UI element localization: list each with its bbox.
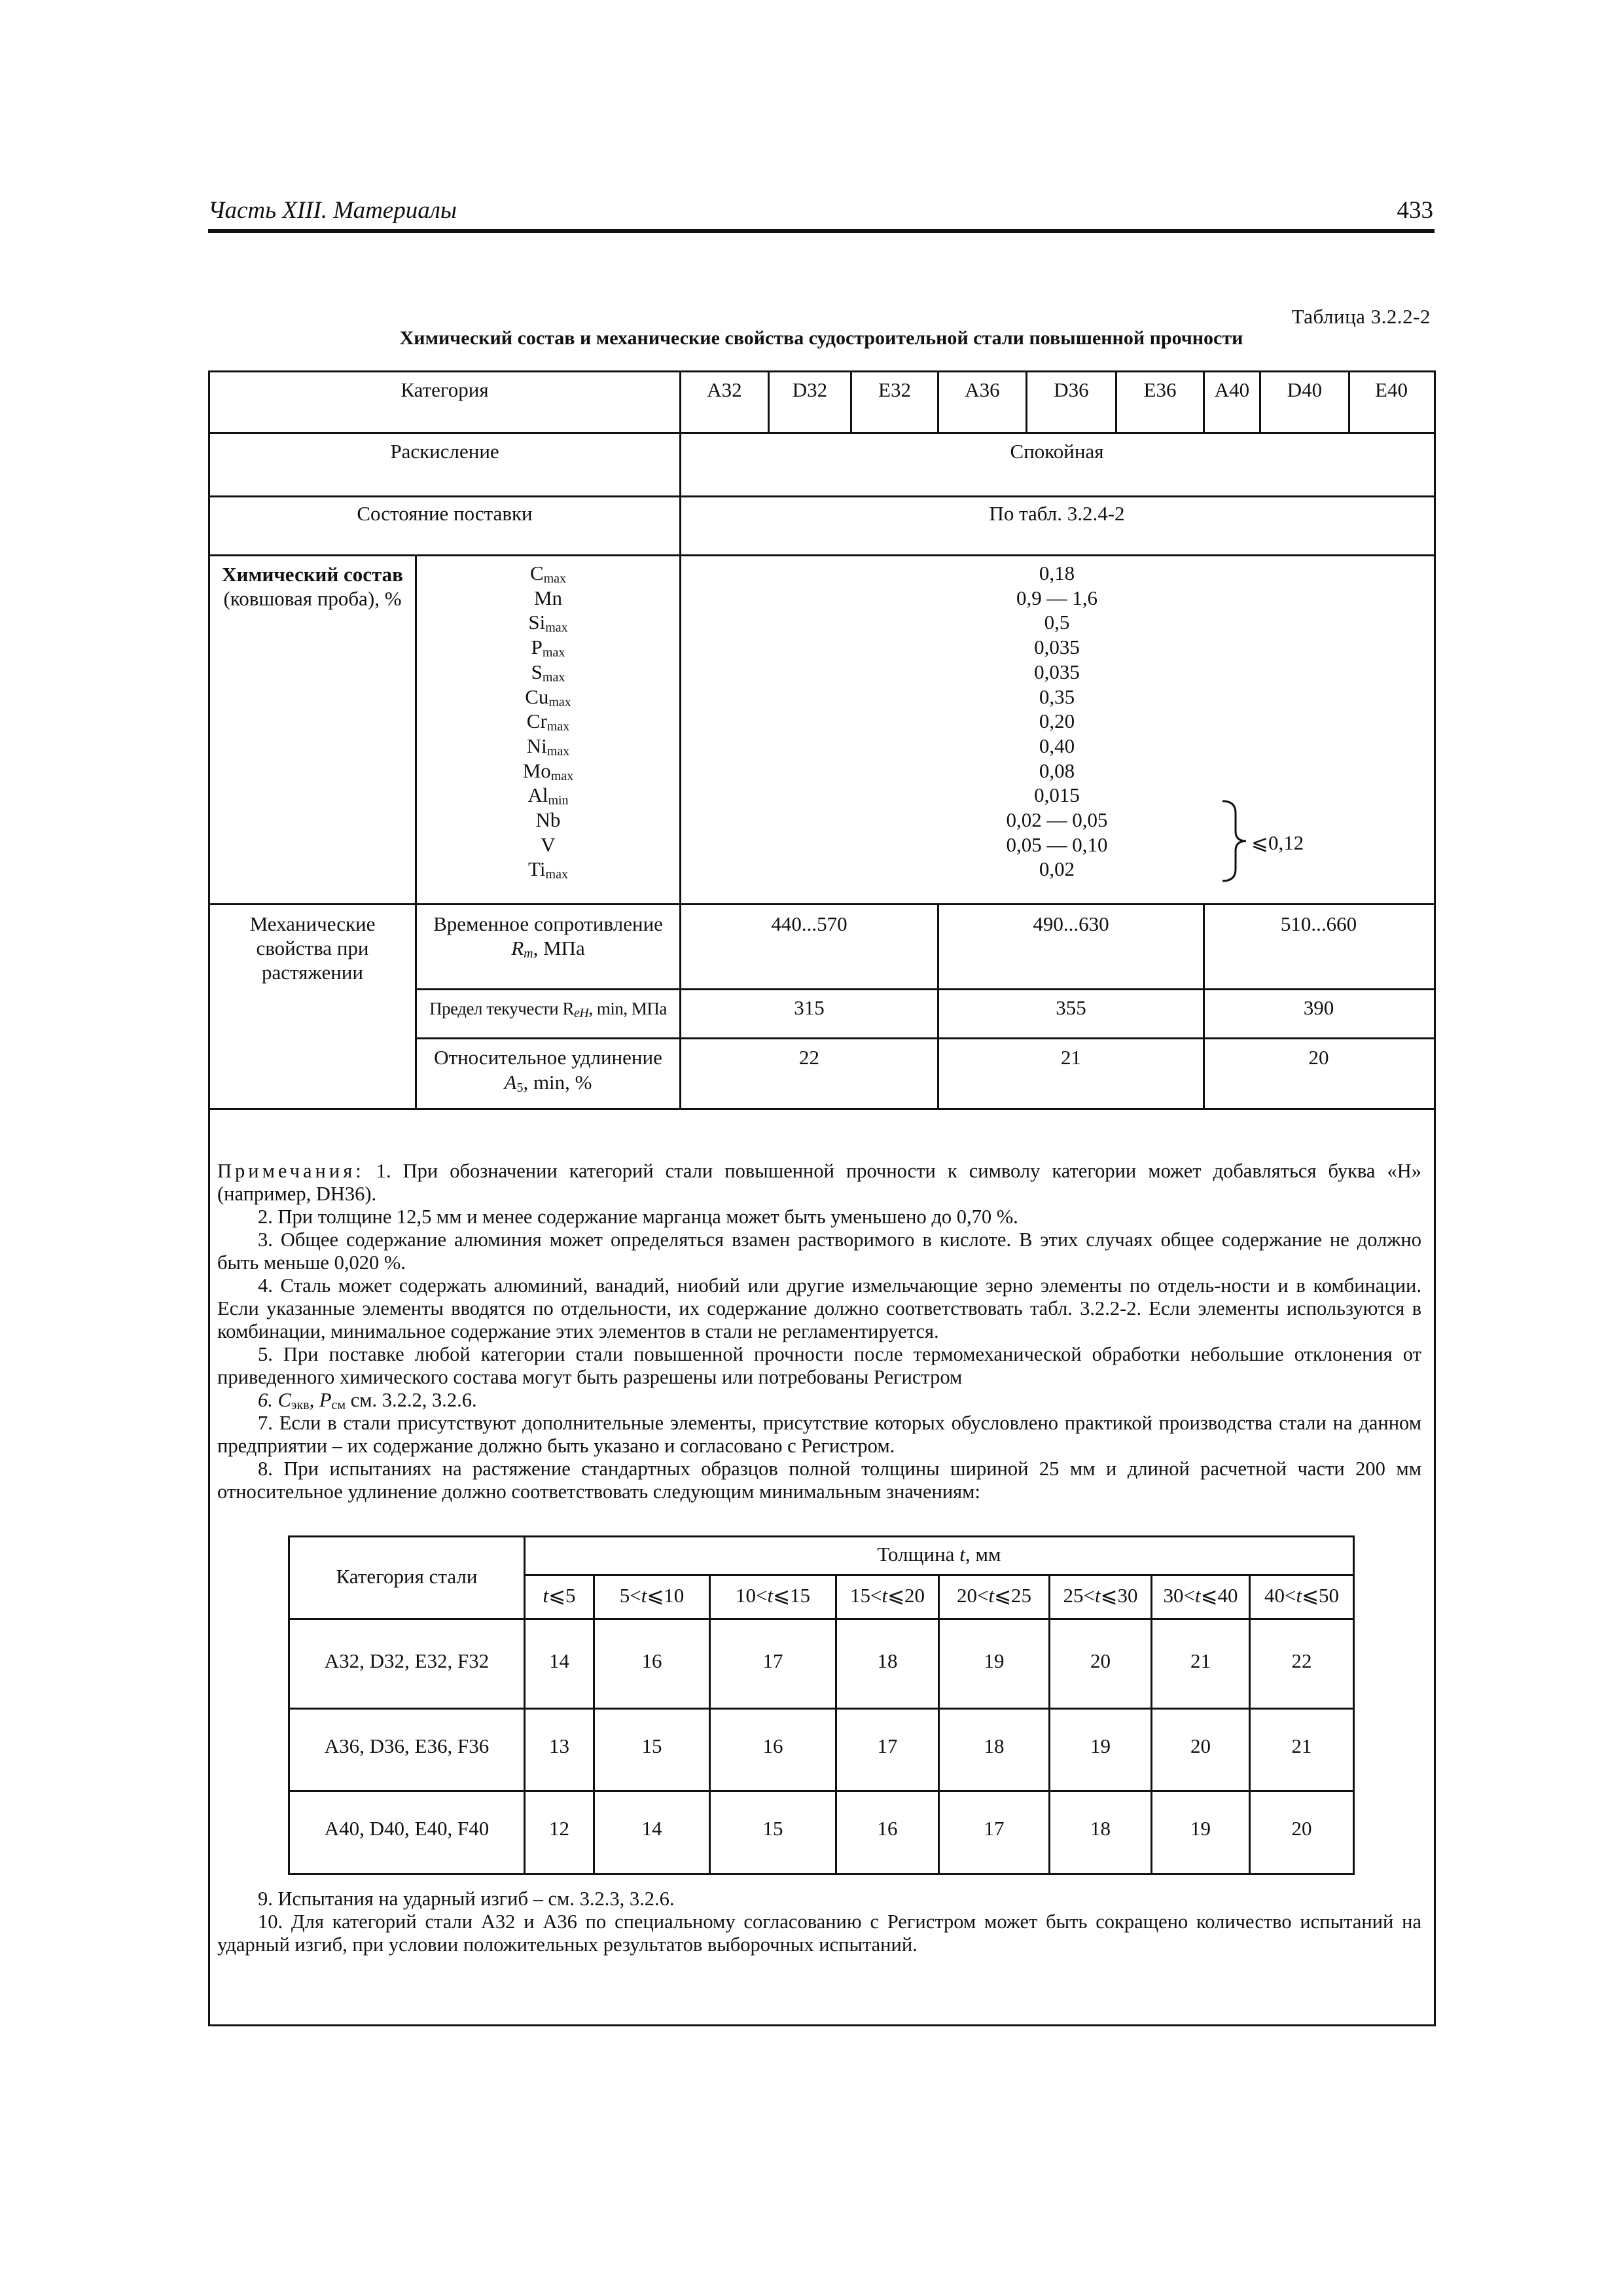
grid-line <box>415 1037 1435 1039</box>
elongation-value: 18 <box>984 1734 1005 1757</box>
element-value: 0,035 <box>1034 636 1080 659</box>
deoxidation-value: Спокойная <box>1010 440 1104 463</box>
elongation-value: 18 <box>1090 1817 1111 1840</box>
delivery-label: Состояние поставки <box>357 502 533 525</box>
element-value: 0,02 <box>1039 857 1075 881</box>
element-symbol: $C_{max}$ <box>529 562 567 586</box>
elongation-value: 16 <box>641 1649 662 1672</box>
elongation-value: 20 <box>1190 1734 1211 1757</box>
mech-label: свойства при <box>256 937 369 960</box>
element-value: 0,9 — 1,6 <box>1016 586 1097 609</box>
chem-label: (ковшовая проба), % <box>223 587 402 610</box>
elongation-value: 16 <box>762 1734 783 1757</box>
steel-category: A40, D40, E40, F40 <box>324 1817 490 1840</box>
elongation-value: 15 <box>762 1817 783 1840</box>
header-rule <box>208 229 1435 233</box>
brace-note: ⩽0,12 <box>1251 831 1304 854</box>
table-number: Таблица 3.2.2-2 <box>1291 305 1431 328</box>
category-cell: A32 <box>707 378 742 401</box>
grid-line <box>288 1873 1355 1875</box>
deoxidation-label: Раскисление <box>390 440 499 463</box>
steel-category: A36, D36, E36, F36 <box>324 1734 490 1757</box>
note-8: 8. При испытаниях на растяжение стандартных образцов полной толщины шириной 25 мм и длиной расчетной части 200 мм относительное удлинение должно соответствовать следующим минимальным значениям: <box>217 1458 1421 1503</box>
tensile-value: 510...660 <box>1280 912 1357 935</box>
brace-icon <box>1217 798 1250 884</box>
note-9: 9. Испытания на ударный изгиб – см. 3.2.3, 3.2.6. <box>258 1888 675 1910</box>
grid-line <box>288 1535 1355 1537</box>
thickness-range: t⩽5 <box>543 1584 576 1607</box>
yield-value: 315 <box>794 996 825 1019</box>
elong-value: 20 <box>1308 1046 1329 1069</box>
element-symbol: $Al_{min}$ <box>527 783 569 808</box>
element-symbol: $Cr_{max}$ <box>526 709 570 734</box>
mech-label: Механические <box>249 912 376 935</box>
element-symbol: $Mo_{max}$ <box>522 759 574 783</box>
elongation-value: 16 <box>877 1817 898 1840</box>
element-symbol: $Ti_{max}$ <box>528 857 568 882</box>
grid-line <box>415 988 1435 990</box>
category-cell: D36 <box>1054 378 1089 401</box>
element-value: 0,02 — 0,05 <box>1006 808 1108 831</box>
elong-table-cat-label: Категория стали <box>336 1565 478 1588</box>
note-3: 3. Общее содержание алюминия может определяться взамен растворимого в кислоте. В этих случаях общее содержание не должно быть меньше 0,020 %. <box>217 1229 1421 1274</box>
yield-value: 355 <box>1056 996 1086 1019</box>
category-cell: A36 <box>965 378 1000 401</box>
element-value: 0,08 <box>1039 759 1075 782</box>
note-4: 4. Сталь может содержать алюминий, ванадий, ниобий или другие измельчающие зерно элементы по отдель-ности и в комбинации. Если указанные элементы вводятся по отдельности, их содержание должно соответствовать табл. 3.2.2-2. Если элементы используются в комбинации, минимальное содержание этих элементов в стали не регламентируется. <box>217 1274 1421 1342</box>
elongation-value: 12 <box>549 1817 569 1840</box>
category-cell: D40 <box>1287 378 1323 401</box>
thickness-range: 20<t⩽25 <box>956 1584 1032 1607</box>
element-symbol: $S_{max}$ <box>531 660 565 685</box>
element-symbol: Nb <box>535 808 561 831</box>
elongation-value: 19 <box>984 1649 1005 1672</box>
elongation-value: 19 <box>1090 1734 1111 1757</box>
elong-table-thickness-label: Толщина t, мм <box>877 1543 1001 1566</box>
note-7: 7. Если в стали присутствуют дополнительные элементы, присутствие которых обусловлено практикой производства стали на данном предприятии – их содержание должно быть указано и согласовано с Регистром. <box>217 1412 1421 1457</box>
elongation-value: 15 <box>641 1734 662 1757</box>
grid-line <box>288 1708 1355 1710</box>
elongation-value: 17 <box>984 1817 1005 1840</box>
elongation-value: 17 <box>762 1649 783 1672</box>
element-value: 0,05 — 0,10 <box>1006 833 1108 856</box>
delivery-value: По табл. 3.2.4-2 <box>989 502 1125 525</box>
grid-line <box>208 495 1435 497</box>
element-symbol: $P_{max}$ <box>531 636 565 660</box>
category-cell: E32 <box>878 378 911 401</box>
thickness-range: 30<t⩽40 <box>1163 1584 1238 1607</box>
element-value: 0,35 <box>1039 685 1075 708</box>
elong-label-unit: $A_5$, min, % <box>504 1071 592 1095</box>
category-label: Категория <box>401 378 489 401</box>
grid-line <box>208 1108 1435 1110</box>
note-1: Примечания: 1. При обозначении категорий стали повышенной прочности к символу категории может добавляться буква «H» (например, DH36). <box>217 1160 1421 1205</box>
yield-label: Предел текучести $R_{eH}$, min, МПа <box>429 999 667 1020</box>
grid-line <box>208 432 1435 434</box>
elong-label: Относительное удлинение <box>434 1046 662 1069</box>
tensile-value: 490...630 <box>1033 912 1109 935</box>
element-value: 0,18 <box>1039 562 1075 584</box>
elong-value: 21 <box>1061 1046 1081 1069</box>
yield-value: 390 <box>1303 996 1334 1019</box>
elongation-value: 19 <box>1190 1817 1211 1840</box>
elongation-value: 20 <box>1090 1649 1111 1672</box>
note-6: 6. $C_{экв}$, $P_{см}$ см. 3.2.2, 3.2.6. <box>258 1389 477 1412</box>
element-value: 0,015 <box>1034 783 1080 807</box>
elongation-value: 21 <box>1190 1649 1211 1672</box>
thickness-range: 5<t⩽10 <box>619 1584 685 1607</box>
elongation-value: 14 <box>641 1817 662 1840</box>
elongation-value: 13 <box>549 1734 569 1757</box>
element-value: 0,5 <box>1044 611 1070 634</box>
thickness-range: 15<t⩽20 <box>849 1584 925 1607</box>
grid-line <box>208 903 1435 905</box>
grid-line <box>288 1618 1355 1620</box>
elongation-value: 18 <box>877 1649 898 1672</box>
grid-line <box>288 1790 1355 1792</box>
tensile-label-unit: $R_m$, МПа <box>511 937 585 961</box>
page-number: 433 <box>1397 197 1433 224</box>
element-symbol: $Ni_{max}$ <box>526 734 570 759</box>
note-5: 5. При поставке любой категории стали повышенной прочности после термомеханической обработки небольшие отклонения от приведенного химического состава могут быть разрешены или потребованы Регистром <box>217 1343 1421 1388</box>
element-value: 0,20 <box>1039 709 1075 733</box>
elongation-value: 22 <box>1291 1649 1312 1672</box>
thickness-range: 10<t⩽15 <box>735 1584 811 1607</box>
tensile-value: 440...570 <box>771 912 847 935</box>
note-10: 10. Для категорий стали A32 и A36 по специальному согласованию с Регистром может быть сокращено количество испытаний на ударный изгиб, при условии положительных результатов выборочных испытаний. <box>217 1910 1421 1956</box>
thickness-range: 25<t⩽30 <box>1063 1584 1138 1607</box>
tensile-label: Временное сопротивление <box>433 912 663 935</box>
running-title: Часть XIII. Материалы <box>208 197 457 224</box>
note-2: 2. При толщине 12,5 мм и менее содержание марганца может быть уменьшено до 0,70 %. <box>258 1206 1018 1228</box>
grid-line <box>208 554 1435 556</box>
category-cell: E40 <box>1375 378 1408 401</box>
element-value: 0,40 <box>1039 734 1075 757</box>
elongation-value: 17 <box>877 1734 898 1757</box>
elongation-value: 21 <box>1291 1734 1312 1757</box>
thickness-range: 40<t⩽50 <box>1264 1584 1340 1607</box>
category-cell: E36 <box>1143 378 1177 401</box>
elong-value: 22 <box>799 1046 819 1069</box>
element-symbol: Mn <box>533 586 563 609</box>
steel-category: A32, D32, E32, F32 <box>324 1649 490 1672</box>
category-cell: D32 <box>792 378 828 401</box>
element-symbol: $Si_{max}$ <box>528 611 568 636</box>
element-symbol: V <box>541 833 556 856</box>
element-symbol: $Cu_{max}$ <box>525 685 571 709</box>
grid-line <box>1353 1535 1355 1875</box>
element-value: 0,035 <box>1034 660 1080 683</box>
category-cell: A40 <box>1214 378 1250 401</box>
elongation-value: 20 <box>1291 1817 1312 1840</box>
table-title: Химический состав и механические свойства судостроительной стали повышенной прочности <box>399 327 1243 349</box>
mech-label: растяжении <box>262 961 363 984</box>
elongation-value: 14 <box>549 1649 569 1672</box>
chem-label: Химический состав <box>222 563 403 586</box>
